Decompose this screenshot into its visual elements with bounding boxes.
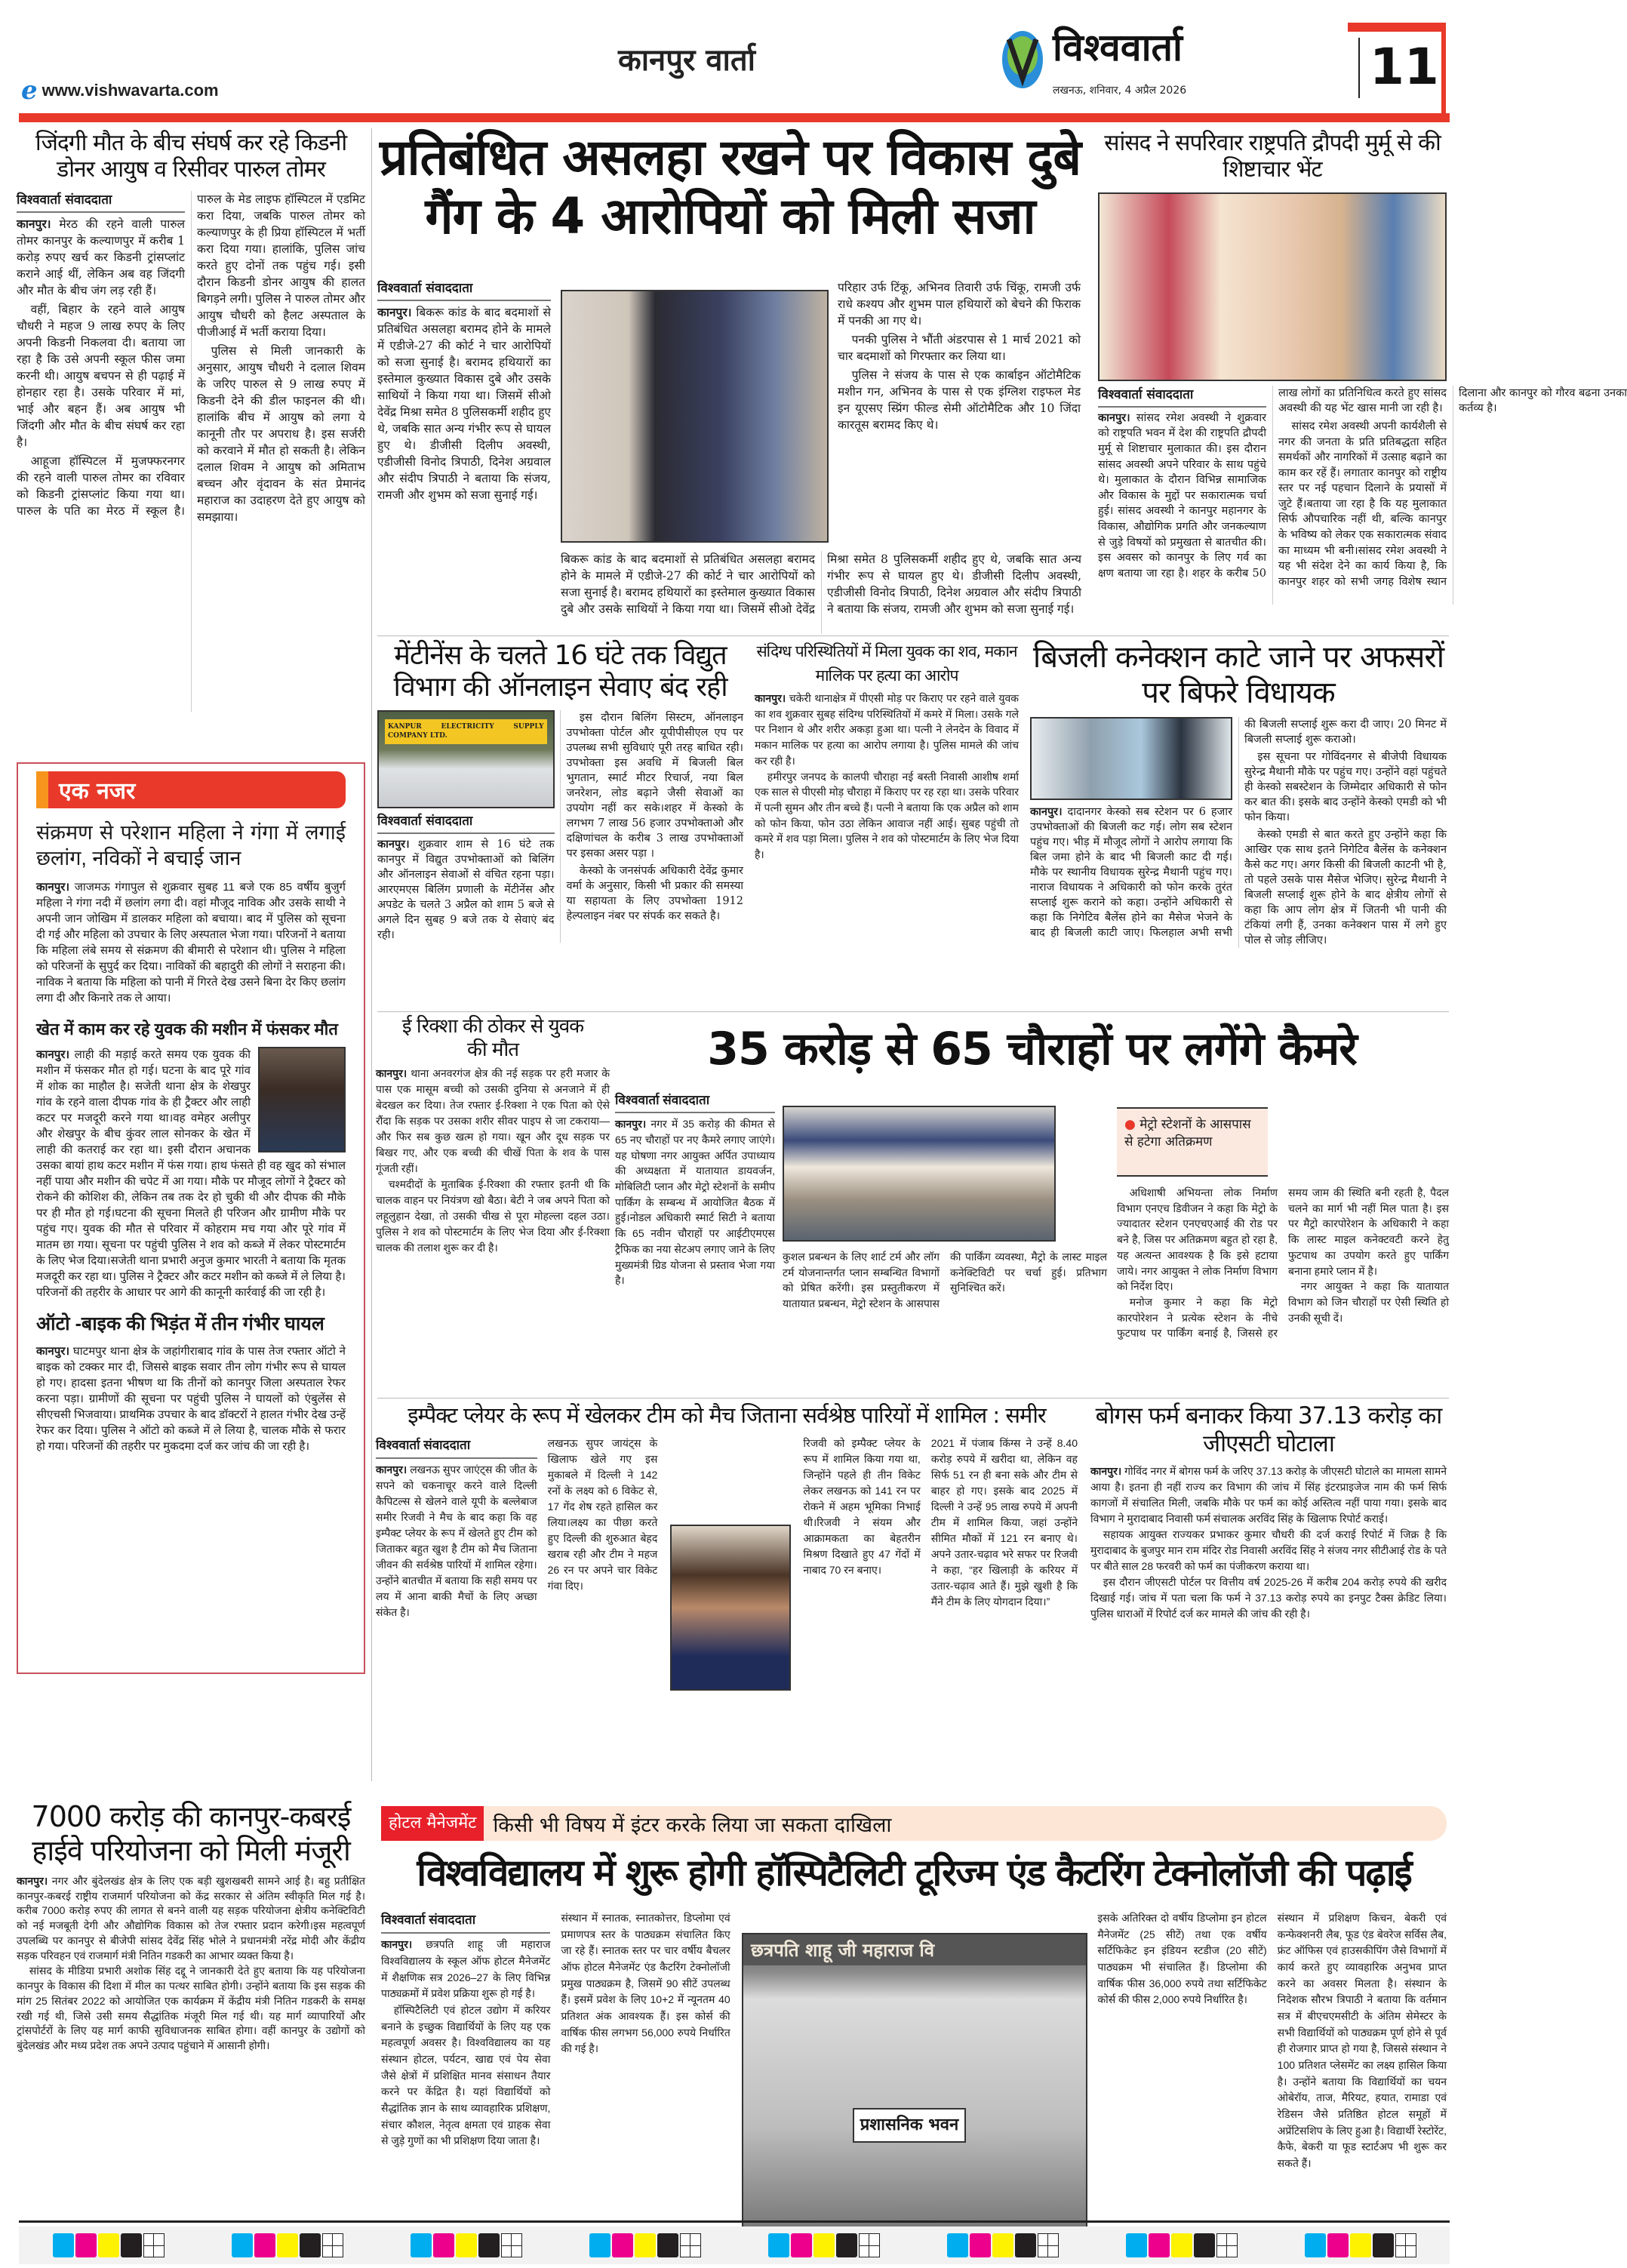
story-hotel: होटल मैनेजमेंट किसी भी विषय में इंटर करके लिया जा सकता दाखिला विश्वविद्यालय में शुरू होगी हॉस्पिटैलिटी टूरिज्म एंड कैटरिंग टेक्नोलॉजी की पढ़ाई छत्रपति शाहू जी महाराज वि प्रशासनिक भवन विश्ववार्ता संवाददाता कानपुर। छत्रपति शाहू जी महाराज विश्वविद्यालय के स्कूल ऑफ होटल मैनेजमेंट में शैक्षणिक सत्र 2026–27 के लिए विभिन्न पाठ्यक्रमों में प्रवेश प्रक्रिया शुरू हो गई है। हॉस्पिटैलिटी एवं होटल उद्योग में करियर बनाने के इच्छुक विद्यार्थियों के लिए यह एक महत्वपूर्ण अवसर है। विश्वविद्यालय का यह संस्थान होटल, पर्यटन, खाद्य एवं पेय सेवा जैसे क्षेत्रों में प्रशिक्षित मानव संसाधन तैयार करने पर केंद्रित है। यहां विद्यार्थियों को सैद्धांतिक ज्ञान के साथ व्यावहारिक प्रशिक्षण, संचार कौशल, नेतृत्व क्षमता एवं ग्राहक सेवा से जुड़े गुणों का भी प्रशिक्षण दिया जाता है। संस्थान में स्नातक, स्नातकोत्तर, डिप्लोमा एवं प्रमाणपत्र स्तर के पाठ्यक्रम संचालित किए जा रहे हैं। स्नातक स्तर पर चार वर्षीय बैचलर ऑफ होटल मैनेजमेंट एंड कैटरिंग टेक्नोलॉजी प्रमुख पाठ्यक्रम है, जिसमें 90 सीटें उपलब्ध हैं। इसमें प्रवेश के लिए 10+2 में न्यूनतम 40 प्रतिशत अंक आवश्यक हैं। इस कोर्स की वार्षिक फीस लगभग 56,000 रुपये निर्धारित की गई है। इसके अतिरिक्त दो वर्षीय डिप्लोमा इन होटल मैनेजमेंट (25 सीटें) तथा एक वर्षीय सर्टिफिकेट इन इंडियन स्टडीज (20 सीटें) पाठ्यक्रम भी संचालित हैं। डिप्लोमा की वार्षिक फीस 36,000 रुपये तथा सर्टिफिकेट कोर्स की फीस 2,000 रुपये निर्धारित है। संस्थान में प्रशिक्षण किचन, बेकरी एवं कन्फेक्शनरी लैब, फूड एंड बेवरेज सर्विस लैब, फ्रंट ऑफिस एवं हाउसकीपिंग जैसे विभागों में कार्य करते हुए व्यावहारिक अनुभव प्राप्त करने का अवसर मिलता है। संस्थान के निदेशक सौरभ त्रिपाठी ने बताया कि वर्तमान सत्र में बीएचएमसीटी के अंतिम सेमेस्टर के सभी विद्यार्थियों को पाठ्यक्रम पूर्ण होने से पूर्व ही रोजगार प्राप्त हो गया है, जिससे संस्थान ने 100 प्रतिशत प्लेसमेंट का लक्ष्य हासिल किया है। उन्होंने बताया कि विद्यार्थियों का चयन ओबेरॉय, ताज, मैरियट, हयात, रामाडा एवं रेडिसन जैसे प्रतिष्ठित होटल समूहों में अप्रेंटिसशिप के लिए हुआ है। विद्यार्थी रेस्टोरेंट, कैफे, बेकरी या फूड स्टार्टअप भी शुरू कर सकते हैं। (381, 1806, 1447, 2235)
photo-university-building: छत्रपति शाहू जी महाराज वि प्रशासनिक भवन (742, 1933, 1087, 2257)
crosshair-icon (322, 2233, 343, 2257)
color-bar (1126, 2233, 1238, 2257)
color-swatch (411, 2233, 432, 2257)
color-swatch (1149, 2233, 1170, 2257)
crosshair-icon (859, 2233, 880, 2257)
photo-sameer-rizvi (670, 1525, 791, 1691)
color-swatch (1305, 2233, 1326, 2257)
color-swatch (121, 2233, 142, 2257)
headline: बोगस फर्म बनाकर किया 37.13 करोड़ का जीएसटी घोटाला (1095, 1402, 1442, 1457)
brand-logo: विश्ववार्ता लखनऊ, शनिवार, 4 अप्रैल 2026 (1000, 29, 1186, 97)
headline: मेंटीनेंस के चलते 16 घंटे तक विद्युत विभाग की ऑनलाइन सेवाए बंद रही (393, 640, 727, 703)
story-suspicious: संदिग्ध परिस्थितियों में मिला युवक का शव, मकान मालिक पर हत्या का आरोप कानपुर। चकेरी थानाक्षेत्र में पीएसी मोड़ पर किराए पर रहने वाले युवक का शव शुक्रवार सुबह संदिग्ध परिस्थितियों में कमरे में मिला। उसके गले पर निशान थे और शरीर अकड़ा हुआ था। पत्नी ने लेनदेन के विवाद में मकान मालिक पर हत्या का आरोप लगाया है। पुलिस मामले की जांच कर रही है। हमीरपुर जनपद के कालपी चौराहा नई बस्ती निवासी आशीष शर्मा एक साल से पीएसी मोड़ चौराहा में किराए पर रह रहा था। उसके परिवार में पत्नी सुमन और तीन बच्चे हैं। पत्नी ने बताया कि एक अप्रैल को शाम को फोन किया, फोन उठा लेकिन आवाज नहीं आई। सुबह पहुंची तो कमरे में शव पड़ा मिला। पुलिस ने शव को पोस्टमार्टम के लिए भेज दिया है। (755, 640, 1019, 992)
headline: 35 करोड़ से 65 चौराहों पर लगेंगे कैमरे (707, 1023, 1357, 1076)
photo-meeting (783, 1106, 1056, 1242)
color-bar (589, 2233, 701, 2257)
ek-nazar-box: एक नजर संक्रमण से परेशान महिला ने गंगा में लगाई छलांग, नविकों ने बचाई जान कानपुर। जाजमऊ गंगापुल से शुक्रवार सुबह 11 बजे एक 85 वर्षीय बुजुर्ग महिला ने गंगा नदी में छलांग लगा दी। वहां मौजूद नाविक और उसके साथी ने अपनी जान जोखिम में डालकर महिला को बचाया। बाद में पुलिस को सूचना दी गई और महिला को उपचार के लिए अस्पताल भेजा गया। परिजनों ने बताया कि महिला लंबे समय से संक्रमण की बीमारी से परेशान थी। पुलिस ने महिला को परिजनों के सुपुर्द कर दिया। नाविकों की बहादुरी की लोगों ने सराहना की। नाविक ने बताया कि महिला को पानी में गिरते देख उसने बिना देर किए छलांग लगा दी और किनारे तक ले आया। खेत में काम कर रहे युवक की मशीन में फंसकर मौत कानपुर। लाही की मड़ाई करते समय एक युवक की मशीन में फंसकर मौत हो गई। घटना के बाद पूरे गांव में शोक का माहौल है। सजेती थाना क्षेत्र के शेखपुर गांव के रहने वाला दीपक गांव के ही ट्रैक्टर और लाही कटर पर मजदूरी करने गया था।वह वमेहर अलीपुर और शेखपुर के बीच कुंवर लाल सोनकर के खेत में लाही की कतराई कर रहा था। इसी दौरान अचानक उसका बायां हाथ कटर मशीन में फंस गया। हाथ फंसते ही वह खुद को संभाल नहीं पाया और मशीन की चपेट में आ गया। मौके पर मौजूद लोगों ने ट्रैक्टर को रोकने की कोशिश की, लेकिन तब तक देर हो चुकी थी और दीपक की मौके पर ही मौत हो गई।घटना की सूचना मिलते ही परिजन और ग्रामीण मौके पर पहुंच गए। युवक की मौत से परिवार में कोहराम मच गया और पूरे गांव में मातम छा गया। सूचना पर पहुंची पुलिस ने शव को कब्जे में लेकर पोस्टमार्टम के लिए भेज दिया।सजेती थाना प्रभारी अनुज कुमार भारती ने बताया कि मृतक मजदूरी कर रहा था। पुलिस ने ट्रैक्टर और कटर मशीन को कब्जे में ले लिया है। परिजनों की तहरीर के आधार पर आगे की कानूनी कार्रवाई की जा रही है। ऑटो -बाइक की भिड़ंत में तीन गंभीर घायल कानपुर। घाटमपुर थाना क्षेत्र के जहांगीराबाद गांव के पास तेज रफ्तार ऑटो ने बाइक को टक्कर मार दी, जिससे बाइक सवार तीन लोग गंभीर रूप से घायल हो गए। हादसा इतना भीषण था कि तीनों को कानपुर जिला अस्पताल रेफर करना पड़ा। ग्रामीणों की सूचना पर पहुंची पुलिस ने घायलों को एंबुलेंस से सीएचसी भिजवाया। प्राथमिक उपचार के बाद डॉक्टरों ने हालत गंभीर देख उन्हें रेफर कर दिया। पुलिस ने ऑटो को कब्जे में ले लिया है, चालक मौके से फरार हो गया। परिजनों की तहरीर पर मुकदमा दर्ज कर जांच की जा रही है। (17, 762, 365, 1674)
crosshair-icon (1038, 2233, 1059, 2257)
story-cricket: इम्पैक्ट प्लेयर के रूप में खेलकर टीम को मैच जिताना सर्वश्रेष्ठ पारियों में शामिल : समीर विश्ववार्ता संवाददाता कानपुर। लखनऊ सुपर जाएंट्स की जीत के सपने को चकनाचूर करने वाले दिल्ली कैपिटल्स से खेलने वाले यूपी के बल्लेबाज समीर रिजवी ने मैच के बाद कहा कि वह इम्पैक्ट प्लेयर के रूप में खेलते हुए टीम को जिताकर बहुत खुश है टीम को मैच जिताना जीवन की सर्वश्रेष्ठ पारियों में शामिल रहेगा। उन्होंने बातचीत में बताया कि सही समय पर लय में आना बाकी मैचों के लिए अच्छा संकेत है। लखनऊ सुपर जायंट्स के खिलाफ खेले गए इस मुकाबले में दिल्ली ने 142 रनों के लक्ष्य को 6 विकेट से, 17 गेंद शेष रहते हासिल कर लिया।लक्ष्य का पीछा करते हुए दिल्ली की शुरुआत बेहद खराब रही और टीम ने महज 26 रन पर अपने चार विकेट गंवा दिए। रिजवी को इम्पैक्ट प्लेयर के रूप में शामिल किया गया था, जिन्होंने पहले ही तीन विकेट लेकर लखनऊ को 141 रन पर रोकने में अहम भूमिका निभाई थी।रिजवी ने संयम और आक्रामकता का बेहतरीन मिश्रण दिखाते हुए 47 गेंदों में नाबाद 70 रन बनाए। 2021 में पंजाब किंग्स ने उन्हें 8.40 करोड़ रुपये में खरीदा था, लेकिन वह सिर्फ 51 रन ही बना सके और टीम से बाहर हो गए। इसके बाद 2025 में दिल्ली ने उन्हें 95 लाख रुपये में अपनी टीम में शामिल किया, जहां उन्होंने सीमित मौकों में 121 रन बनाए थे।अपने उतार-चढ़ाव भरे सफर पर रिजवी ने कहा, “हर खिलाड़ी के करियर में उतार-चढ़ाव आते हैं। मुझे खुशी है कि मैंने टीम के लिए योगदान दिया।” (376, 1402, 1078, 1790)
color-swatch (768, 2233, 789, 2257)
headline: 7000 करोड़ की कानपुर-कबरई हाईवे परियोजना को मिली मंजूरी (31, 1800, 351, 1867)
color-bar (1305, 2233, 1416, 2257)
page-number: 11 (1370, 38, 1439, 96)
color-swatch (254, 2233, 275, 2257)
photo-mla-substation (1030, 717, 1232, 800)
color-swatch (657, 2233, 678, 2257)
crosshair-icon (680, 2233, 701, 2257)
divider (1358, 38, 1360, 98)
header-red-bar (19, 113, 1450, 122)
story-body-cont: परिहार उर्फ टिंकू, अभिनव तिवारी उर्फ चिंकू, रामजी उर्फ राधे कश्यप और शुभम पाल हथियारों को बेचने की फिराक में पनकी आ गए थे। पनकी पुलिस ने भौंती अंडरपास से 1 मार्च 2021 को चार बदमाशों को गिरफ्तार कर लिया था। पुलिस ने संजय के पास से एक कार्बाइन ऑटोमैटिक मशीन गन, अभिनव के पास से एक इंग्लिश राइफल मेड इन यूएसए स्प्रिंग फील्ड सेमी ऑटोमैटिक और 10 जिंदा कारतूस बरामद किए थे। (838, 281, 1081, 432)
color-swatch (947, 2233, 968, 2257)
headline: जिंदगी मौत के बीच संघर्ष कर रहे किडनी डोनर आयुष व रिसीवर पारुल तोमर (35, 130, 347, 183)
color-swatch (1194, 2233, 1215, 2257)
color-swatch (1171, 2233, 1192, 2257)
bullet-dot-icon: ● (1124, 1117, 1136, 1132)
story-body: KANPUR ELECTRICITY SUPPLY COMPANY LTD. विश्ववार्ता संवाददाता कानपुर। शुक्रवार शाम से 16 घंटे तक कानपुर में विद्युत उपभोक्ताओं को बिलिंग और ऑनलाइन सेवाओं से वंचित रहना पड़ा। आरएमएस बिलिंग प्रणाली के मेंटीनेंस और अपडेट के चलते 3 अप्रैल को शाम 5 बजे से अगले दिन सुबह 9 बजे तक ये सेवाएं बंद रही। इस दौरान बिलिंग सिस्टम, ऑनलाइन उपभोक्ता पोर्टल और यूपीपीसीएल एप पर उपलब्ध सभी सुविधाएं पूरी तरह बाधित रही। उपभोक्ता इस अवधि में बिजली बिल भुगतान, स्मार्ट मीटर रिचार्ज, नया बिल जनरेशन, लोड बढ़ाने जैसी सेवाओं का उपयोग नहीं कर सके।शहर में केस्को के लगभग 7 लाख 56 हजार उपभोक्ताओ और दक्षिणांचल के करीब 3 लाख उपभोक्ताओं पर इसका असर पड़ा । केस्को के जनसंपर्क अधिकारी देवेंद्र कुमार वर्मा के अनुसार, किसी भी प्रकार की समस्या या सहायता के लिए उपभोक्ता 1912 हेल्पलाइन नंबर पर संपर्क कर सकते है। (377, 711, 743, 942)
story-lead: प्रतिबंधित असलहा रखने पर विकास दुबे गैंग के 4 आरोपियों को मिली सजा विश्ववार्ता संवाददाता कानपुर। बिकरू कांड के बाद बदमाशों से प्रतिबंधित असलहा बरामद होने के मामले में एडीजे-27 की कोर्ट ने चार आरोपियों को सजा सुनाई है। बरामद हथियारों का इस्तेमाल कुख्यात विकास दुबे और उसके साथियों ने किया गया था। जिसमें सीओ देवेंद्र मिश्रा समेत 8 पुलिसकर्मी शहीद हुए थे, जबकि सात अन्य गंभीर रूप से घायल हुए थे। डीजीसी दिलीप अवस्थी, एडीजीसी विनोद त्रिपाठी, दिनेश अग्रवाल और संदीप त्रिपाठी ने बताया कि संजय, रामजी और शुभम को सजा सुनाई गई। परिहार उर्फ टिंकू, अभिनव तिवारी उर्फ चिंकू, रामजी उर्फ राधे कश्यप और शुभम पाल हथियारों को बेचने की फिराक में पनकी आ गए थे। पनकी पुलिस ने भौंती अंडरपास से 1 मार्च 2021 को चार बदमाशों को गिरफ्तार कर लिया था। पुलिस ने संजय के पास से एक कार्बाइन ऑटोमैटिक मशीन गन, अभिनव के पास से एक इंग्लिश राइफल मेड इन यूएसए स्प्रिंग फील्ड सेमी ऑटोमैटिक और 10 जिंदा कारतूस बरामद किए थे। बिकरू कांड के बाद बदमाशों से प्रतिबंधित असलहा बरामद होने के मामले में एडीजे-27 की कोर्ट ने चार आरोपियों को सजा सुनाई है। बरामद हथियारों का इस्तेमाल कुख्यात विकास दुबे और उसके साथियों ने किया गया था। जिसमें सीओ देवेंद्र मिश्रा समेत 8 पुलिसकर्मी शहीद हुए थे, जबकि सात अन्य गंभीर रूप से घायल हुए थे। डीजीसी दिलीप अवस्थी, एडीजीसी विनोद त्रिपाठी, दिनेश अग्रवाल और संदीप त्रिपाठी ने बताया कि संजय, रामजी और शुभम को सजा सुनाई गई। (377, 128, 1083, 246)
photo-kesco-office (377, 710, 555, 808)
color-swatch (1126, 2233, 1147, 2257)
story-body: विश्ववार्ता संवाददाता कानपुर। मेरठ की रहने वाली पारुल तोमर कानपुर के कल्याणपुर में करीब 1 करोड़ रुपए खर्च कर किडनी ट्रांसप्लांट कराने आई थीं, लेकिन अब वह जिंदगी और मौत के बीच जंग लड़ रही हैं। वहीं, बिहार के रहने वाले आयुष चौधरी ने महज 9 लाख रुपए के लिए अपनी किडनी निकलवा दी। बताया जा रहा है कि उसे अपनी स्कूल फीस जमा करनी थी। आयुष बचपन से ही पढ़ाई में होनहार रहा है। उसके परिवार में मां, भाई और बहन हैं। अब आयुष भी जिंदगी और मौत के बीच संघर्ष कर रहा है। आहूजा हॉस्पिटल में मुजफ्फरनगर की रहने वाली पारुल तोमर का रविवार को किडनी ट्रांसप्लांट किया गया था। पारुल के पति का मेरठ में स्कूल है। पारुल के मेड लाइफ हॉस्पिटल में एडमिट करा दिया, जबकि पारुल तोमर को कल्याणपुर के ही प्रिया हॉस्पिटल में भर्ती करा दिया गया। हालांकि, पुलिस जांच करते हुए दोनों तक पहुंच गई। इसी दौरान किडनी डोनर आयुष की हालत बिगड़ने लगी। पुलिस ने पारुल तोमर और आयुष चौधरी को हैलट अस्पताल के पीजीआई में भर्ती कराया दिया। पुलिस से मिली जानकारी के अनुसार, आयुष चौधरी ने दलाल शिवम के जरिए पारुल से 9 लाख रुपए में किडनी देने की डील फाइनल की थी। हालांकि बीच में आयुष को लगा ये कानूनी तौर पर अपराध है। इस सर्जरी को करवाने में मौत हो सकती है। लेकिन दलाल शिवम ने आयुष को अमिताभ बच्चन और वृंदावन के संत प्रेमानंद महाराज का उदाहरण देते हुए आयुष को समझाया। (17, 192, 365, 524)
headline: संदिग्ध परिस्थितियों में मिला युवक का शव, मकान मालिक पर हत्या का आरोप (756, 642, 1017, 685)
color-swatch (612, 2233, 633, 2257)
section-title: कानपुर वार्ता (617, 43, 756, 78)
crosshair-icon (143, 2233, 165, 2257)
story-erickshaw: ई रिक्शा की ठोकर से युवक की मौत कानपुर। थाना अनवरगंज क्षेत्र की नई सड़क पर हरी मजार के पास एक मासूम बच्ची को उसकी दुनिया से अनजाने में ही बेदखल कर दिया। तेज रफ्तार ई-रिक्शा ने एक पिता को ऐसे रौंदा कि सड़क पर उसका शरीर सीवर पाइप से जा टकराया—और फिर सब कुछ खत्म हो गया। खून और दूध सड़क पर बिखर गए, और एक बच्ची की चीखें पिता के शव के पास गूंजती रहीं। चश्मदीदों के मुताबिक ई-रिक्शा की रफ्तार इतनी थी कि चालक वाहन पर नियंत्रण खो बैठा। बेटी ने जब अपने पिता को लहूलुहान देखा, तो उसकी चीख से पूरा मोहल्ला दहल उठा। पुलिस ने शव को पोस्टमार्टम के लिए भेज दिया और ई-रिक्शा चालक की तलाश शुरू कर दी है। (376, 1015, 611, 1254)
story-maintenance (377, 640, 743, 943)
color-swatch (478, 2233, 500, 2257)
color-swatch (635, 2233, 656, 2257)
color-swatch (814, 2233, 835, 2257)
company-sign: KANPUR ELECTRICITY SUPPLY COMPANY LTD. (385, 719, 547, 744)
color-swatch (75, 2233, 97, 2257)
color-swatch (53, 2233, 74, 2257)
headline: सांसद ने सपरिवार राष्ट्रपति द्रौपदी मुर्मू से की शिष्टाचार भेंट (1104, 130, 1441, 183)
footer-rule (19, 2220, 1450, 2223)
color-swatch (232, 2233, 253, 2257)
color-swatch (836, 2233, 857, 2257)
color-bar (768, 2233, 880, 2257)
story-highway: 7000 करोड़ की कानपुर-कबरई हाईवे परियोजना को मिली मंजूरी कानपुर। नगर और बुंदेलखंड क्षेत्र के लिए एक बड़ी खुशखबरी सामने आई है। बहु प्रतीक्षित कानपुर-कबरई राष्ट्रीय राजमार्ग परियोजना को केंद्र सरकार से अंतिम स्वीकृति मिल गई है। करीब 7000 करोड़ रुपए की लागत से बनने वाली यह सड़क परियोजना क्षेत्रीय कनेक्टिविटी को नई मजबूती देगी और औद्योगिक विकास को तेज रफ्तार प्रदान करेगी।इस महत्वपूर्ण उपलब्धि पर कानपुर से बीजेपी सांसद देवेंद्र सिंह भोले ने प्रधानमंत्री नरेंद्र मोदी और केंद्रीय सड़क परिवहन एवं राजमार्ग मंत्री नितिन गडकरी का आभार व्यक्त किया है। सांसद के मीडिया प्रभारी अशोक सिंह दद्दू ने जानकारी देते हुए बताया कि यह परियोजना कानपुर के विकास की दिशा में मील का पत्थर साबित होगी। उन्होंने बताया कि इस सड़क की मांग 25 सितंबर 2022 को आयोजित एक कार्यक्रम में केंद्रीय मंत्री नितिन गडकरी के समक्ष रखी गई थी, जिसे उसी समय सैद्धांतिक मंजूरी मिल गई थी। यह मार्ग व्यापारियों और ट्रांसपोर्टरों के लिए यह मार्ग काफी सुविधाजनक साबित होगा। वहीं कानपुर के उद्योगों को बुंदेलखंड और मध्य प्रदेश तक अपने उत्पाद पहुंचाने में आसानी होगी। (17, 1800, 366, 2052)
story-kidney (17, 130, 365, 712)
crosshair-icon (1395, 2233, 1416, 2257)
globe-v-icon (1000, 29, 1045, 91)
headline: विश्वविद्यालय में शुरू होगी हॉस्पिटैलिटी टूरिज्म एंड कैटरिंग टेक्नोलॉजी की पढ़ाई (417, 1851, 1411, 1894)
color-bar (53, 2233, 165, 2257)
color-swatch (277, 2233, 298, 2257)
registration-marks (19, 2226, 1450, 2264)
color-swatch (433, 2233, 454, 2257)
color-bar (947, 2233, 1059, 2257)
kicker-bar: होटल मैनेजमेंट किसी भी विषय में इंटर करके लिया जा सकता दाखिला (381, 1806, 1447, 1841)
browser-e-icon: e (21, 75, 38, 106)
photo-mp-with-president (1098, 192, 1447, 381)
photo-deceased-youth (258, 1047, 346, 1152)
box-title: एक नजर (36, 771, 346, 808)
photo-accused-court (561, 290, 829, 543)
callout-box: ● मेट्रो स्टेशनों के आसपास से हटेगा अतिक्रमण (1117, 1107, 1268, 1177)
story-body: विश्ववार्ता संवाददाता कानपुर। सांसद रमेश अवस्थी ने शुक्रवार को राष्ट्रपति भवन में देश की राष्ट्रपति द्रौपदी मुर्मू से शिष्टाचार मुलाकात की। इस दौरान सांसद अवस्थी अपने परिवार के साथ पहुंचे थे। मुलाकात के दौरान विभिन्न सामाजिक और विकास के मुद्दों पर सकारात्मक चर्चा हुई। सांसद अवस्थी ने कानपुर महानगर के विकास, औद्योगिक प्रगति और जनकल्याण से जुड़े विषयों को प्रमुखता से बातचीत की।इस अवसर को कानपुर के लिए गर्व का क्षण बताया जा रहा है। शहर के करीब 50 लाख लोगों का प्रतिनिधित्व करते हुए सांसद अवस्थी की यह भेंट खास मानी जा रही है। सांसद रमेश अवस्थी अपनी कार्यशैली से नगर की जनता के प्रति प्रतिबद्धता सहित समर्थकों और नागरिकों में उत्साह बढ़ाने का काम कर रहें हैं। लगातार कानपुर को राष्ट्रीय स्तर पर नई पहचान दिलाने के प्रयासों में जुटे हैं।बताया जा रहा है कि यह मुलाकात सिर्फ औपचारिक नहीं थी, बल्कि कानपुर के भविष्य को लेकर एक सकारात्मक संवाद का माध्यम भी बनी।सांसद रमेश अवस्थी ने यह भी संदेश देने का कार्य किया है, कि कानपुर शहर को सभी जगह विशेष स्थान दिलाना और कानपुर को गौरव बढना उनका कर्तव्य है। (1098, 386, 1627, 588)
color-swatch (300, 2233, 321, 2257)
color-bar (411, 2233, 522, 2257)
story-mla (1030, 640, 1447, 948)
color-swatch (970, 2233, 991, 2257)
color-swatch (1373, 2233, 1394, 2257)
section-tag: होटल मैनेजमेंट (381, 1806, 484, 1841)
color-swatch (1015, 2233, 1036, 2257)
crosshair-icon (1216, 2233, 1238, 2257)
story-mp (1098, 130, 1627, 605)
story-cameras: 35 करोड़ से 65 चौराहों पर लगेंगे कैमरे ● मेट्रो स्टेशनों के आसपास से हटेगा अतिक्रमण विश्ववार्ता संवाददाता कानपुर। नगर में 35 करोड़ की कीमत से 65 नए चौराहों पर नए कैमरे लगाए जाएंगे। यह घोषणा नगर आयुक्त अर्पित उपाध्याय की अध्यक्षता में यातायात डायवर्जन, मोबिलिटी प्लान और मेट्रो स्टेशनों के समीप पार्किंग के सम्बन्ध में आयोजित बैठक में हुई।नोडल अधिकारी स्मार्ट सिटी ने बताया कि 65 नवीन चौराहों पर आईटीएमएस ट्रैफिक का नया सेटअप लगाए जाने के लिए मुख्यमंत्री ग्रिड योजना से प्रस्ताव भेजा गया है। कुशल प्रबन्धन के लिए शार्ट टर्म और लॉग टर्म योजनान्तर्गत प्लान सम्बन्धित विभागों को प्रेषित करेंगी। इस प्रस्तुतीकरण में यातायात प्रबन्धन, मेट्रो स्टेशन के आसपास की पार्किंग व्यवस्था, मैट्रो के लास्ट माइल कनेक्टिविटी पर चर्चा हुई। प्रतिभाग सुनिश्चित करें। अधिशाषी अभियन्ता लोक निर्माण विभाग एनएच डिवीजन ने कहा कि मेट्रो के ज्यादातर स्टेशन एनएचएआई की रोड पर बने है, जिस पर अतिक्रमण बहुत हो रहा है, यह अत्यन्त आवश्यक है कि इसे हटाया जाये। नगर आयुक्त ने लोक निर्माण विभाग को निर्देश दिए। मनोज कुमार ने कहा कि मेट्रो कारपोरेशन ने प्रत्येक स्टेशन के नीचे फुटपाथ पर पार्किंग बनाई है, जिससे हर समय जाम की स्थिति बनी रहती है, पैदल चलने का मार्ग भी नहीं मिल पाता है। इस पर मैट्रो कारपोरेशन के अधिकारी ने कहा कि लास्ट माइल कनेक्टवटी करने हेतु फुटपाथ का उपयोग करते हुए पार्किंग बनाना हमारे प्लान में है। नगर आयुक्त ने कहा कि यातायात विभाग को जिन चौराहों पर ऐसी स्थिति हो उनकी सूची दें। (615, 1023, 1449, 1340)
website-link[interactable]: e www.vishwavarta.com (21, 75, 219, 106)
box-headline: संक्रमण से परेशान महिला ने गंगा में लगाई छलांग, नविकों ने बचाई जान (36, 821, 346, 869)
headline: ई रिक्शा की ठोकर से युवक की मौत (401, 1015, 584, 1061)
box-headline: ऑटो -बाइक की भिड़ंत में तीन गंभीर घायल (36, 1313, 324, 1335)
color-swatch (589, 2233, 611, 2257)
headline: इम्पैक्ट प्लेयर के रूप में खेलकर टीम को मैच जिताना सर्वश्रेष्ठ पारियों में शामिल : समीर (408, 1402, 1046, 1428)
story-body: विश्ववार्ता संवाददाता कानपुर। बिकरू कांड के बाद बदमाशों से प्रतिबंधित असलहा बरामद होने के मामले में एडीजे-27 की कोर्ट ने चार आरोपियों को सजा सुनाई है। बरामद हथियारों का इस्तेमाल कुख्यात विकास दुबे और उसके साथियों ने किया गया था। जिसमें सीओ देवेंद्र मिश्रा समेत 8 पुलिसकर्मी शहीद हुए थे, जबकि सात अन्य गंभीर रूप से घायल हुए थे। डीजीसी दिलीप अवस्थी, एडीजीसी विनोद त्रिपाठी, दिनेश अग्रवाल और संदीप त्रिपाठी ने बताया कि संजय, रामजी और शुभम को सजा सुनाई गई। (377, 281, 551, 503)
lead-headline: प्रतिबंधित असलहा रखने पर विकास दुबे गैंग के 4 आरोपियों को मिली सजा (379, 128, 1081, 245)
story-gst: बोगस फर्म बनाकर किया 37.13 करोड़ का जीएसटी घोटाला कानपुर। गोविंद नगर में बोगस फर्म के जरिए 37.13 करोड़ के जीएसटी घोटाले का मामला सामने आया है। इतना ही नहीं राज्य कर विभाग की जांच में सिंह इंटरप्राइजेज नाम की फर्म सिर्फ कागजों में संचालित मिली, जबकि मौके पर फर्म का कोई अस्तित्व नहीं पाया गया। इसके बाद विभाग ने मुरादाबाद निवासी फर्म संचालक अरविंद सिंह के खिलाफ रिपोर्ट कराई। सहायक आयुक्त राज्यकर प्रभाकर कुमार चौधरी की दर्ज कराई रिपोर्ट में जिक्र है कि मुरादाबाद के बुजपुर मान राम मंदिर रोड निवासी अरविंद सिंह ने संजय नगर सीटीआई रोड के पते पर बीते साल 28 फरवरी को फर्म का पंजीकरण कराया था। इस दौरान जीएसटी पोर्टल पर वित्तीय वर्ष 2025-26 में करीब 204 करोड़ रुपये की खरीद दिखाई गई। जांच में पता चला कि फर्म ने 37.13 करोड़ रुपये का इनपुट टैक्स क्रेडिट लिया। पुलिस धाराओं में रिपोर्ट दर्ज कर मामले की जांच की रही है। (1090, 1402, 1447, 1620)
color-swatch (456, 2233, 477, 2257)
masthead (0, 0, 1455, 125)
color-swatch (98, 2233, 119, 2257)
crosshair-icon (501, 2233, 522, 2257)
headline: बिजली कनेक्शन काटे जाने पर अफसरों पर बिफरे विधायक (1032, 640, 1444, 711)
color-swatch (992, 2233, 1013, 2257)
color-swatch (1350, 2233, 1371, 2257)
color-bar (232, 2233, 343, 2257)
story-body: कानपुर। दादानगर केस्को सब स्टेशन पर 6 हजार उपभोक्ताओं की बिजली कट गई। लोग सब स्टेशन पहुंच गए। भीड़ में मौजूद लोगों ने आरोप लगाया कि बिल जमा होने के बाद भी बिजली काट दी गई। मौके पर स्थानीय विधायक सुरेन्द्र मैथानी पहुंच गए। नाराज विधायक ने अधिकारी को फोन करके तुरंत सप्लाई शुरू कराने को कहा। उन्होंने अधिकारी से कहा कि निगेटिव बैलेंस होने का मैसेज भेजने के बाद ही बिजली काटी जाए। फिलहाल अभी सभी की बिजली सप्लाई शुरू करा दी जाए। 20 मिनट में बिजली सप्लाई शुरू कराओ। इस सूचना पर गोविंदनगर से बीजेपी विधायक सुरेन्द्र मैथानी मौके पर पहुंच गए। उन्होंने वहां पहुंचते ही केस्को सबस्टेशन के जिम्मेदार अधिकारी से फोन कर बात की। इसके बाद उन्होंने केस्को एमडी को भी फोन किया। केस्को एमडी से बात करते हुए उन्होंने कहा कि आखिर एक साथ इतने निगेटिव बैलेंस के कनेक्शन कैसे कट गए। अगर किसी की बिजली काटनी भी है, तो पहले उसके पास मैसेज भेजिए। सुरेन्द्र मैथानी ने बिजली सप्लाई शुरू होने के बाद क्षेत्रीय लोगों से कहा कि आप लोग क्षेत्र में जितनी भी पानी की टंकियां लगी हैं, उनका कनेक्शन पास में लगे हुए पोल से जोड़ लीजिए। (1030, 719, 1447, 947)
box-headline: खेत में काम कर रहे युवक की मशीन में फंसकर मौत (36, 1019, 338, 1039)
color-swatch (1327, 2233, 1349, 2257)
color-swatch (791, 2233, 812, 2257)
